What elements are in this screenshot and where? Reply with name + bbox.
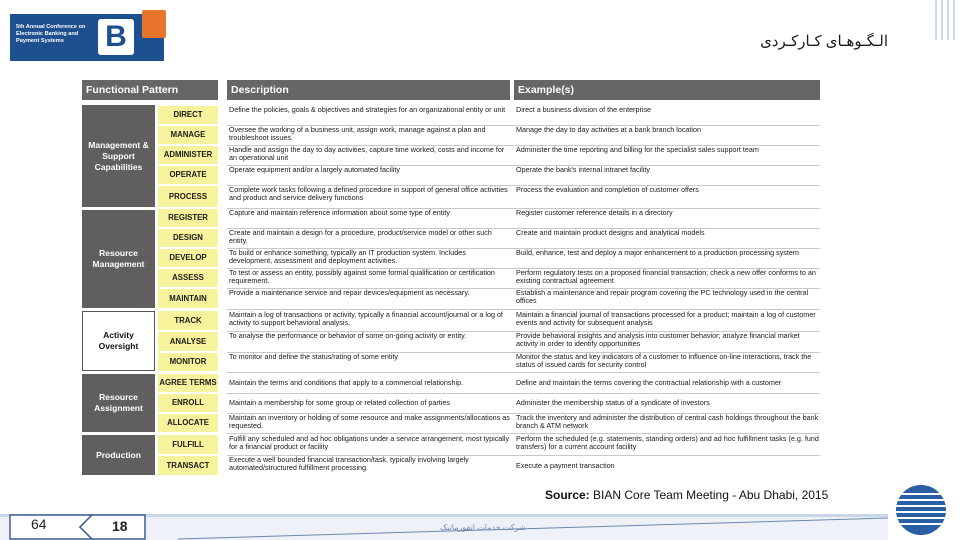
example-cell: Process the evaluation and completion of customer offers (514, 186, 820, 207)
description-cell: Fulfill any scheduled and ad hoc obligations under a service arrangement, most typically for a financial product or facility (227, 435, 510, 454)
pattern-transact: TRANSACT (158, 456, 218, 475)
pattern-design: DESIGN (158, 229, 218, 247)
description-cell: Handle and assign the day to day activities, capture time worked, costs and income for an operational unit (227, 146, 510, 164)
footer-company-text: شرکت خدمات انفورماتیک (440, 523, 526, 532)
company-globe-logo (896, 485, 946, 535)
category-resource-assignment: Resource Assignment (82, 374, 155, 432)
description-cell: Maintain a log of transactions or activity, typically a financial account/journal or a log of activity to support behavioral analysis. (227, 311, 510, 330)
description-cell: To analyse the performance or behavior of some on-going activity or entity. (227, 332, 510, 351)
example-cell: Operate the bank's internal intranet facility (514, 166, 820, 184)
example-cell: Perform the scheduled (e.g. statements, standing orders) and ad hoc fulfillment tasks (e.g. fund transfers) for a current account facility (514, 435, 820, 454)
header-functional-pattern: Functional Pattern (82, 80, 218, 100)
source-label: Source: (545, 488, 590, 502)
slide-number: 18 (112, 518, 128, 534)
pattern-agree-terms: AGREE TERMS (158, 374, 218, 392)
description-cell: Complete work tasks following a defined procedure in support of general office activities and product and service delivery functions (227, 186, 510, 207)
example-cell: Monitor the status and key indicators of a customer to influence on-line interactions, track the status of issued cards for security control (514, 353, 820, 371)
source-text: BIAN Core Team Meeting - Abu Dhabi, 2015 (593, 488, 829, 502)
pattern-develop: DEVELOP (158, 249, 218, 267)
example-cell: Administer the time reporting and billing for the specialist sales support team (514, 146, 820, 164)
example-cell: Manage the day to day activities at a bank branch location (514, 126, 820, 144)
description-cell: To build or enhance something, typically an IT production system. Includes development, assessment and deployment activities. (227, 249, 510, 267)
source-citation (545, 488, 828, 502)
pattern-maintain: MAINTAIN (158, 289, 218, 308)
example-cell: Administer the membership status of a syndicate of investors (514, 394, 820, 412)
header-examples: Example(s) (514, 80, 820, 100)
example-cell: Maintain a financial journal of transactions processed for a product; maintain a log of customer events and activity for subsequent analysis (514, 311, 820, 330)
pattern-operate: OPERATE (158, 166, 218, 184)
example-cell: Provide behavioral insights and analysis into customer behavior; analyze financial market activity in order to identify opportunities (514, 332, 820, 351)
pattern-track: TRACK (158, 311, 218, 330)
example-cell: Track the inventory and administer the distribution of central cash holdings throughout the bank branch & ATM network (516, 414, 819, 430)
pattern-allocate: ALLOCATE (158, 414, 218, 432)
pattern-register: REGISTER (158, 209, 218, 227)
corner-decoration (930, 0, 960, 40)
example-cell: Direct a business division of the enterprise (514, 106, 820, 124)
description-cell: To test or assess an entity, possibly against some formal qualification or certification requirement. (227, 269, 510, 287)
category-management-support: Management & Support Capabilities (82, 105, 155, 207)
description-cell: Maintain an inventory or holding of some resource and make assignments/allocations as requested. (229, 414, 510, 430)
description-cell: Define the policies, goals & objectives and strategies for an organizational entity or unit (227, 106, 510, 124)
pattern-manage: MANAGE (158, 126, 218, 144)
pattern-direct: DIRECT (158, 106, 218, 124)
conference-logo (10, 14, 164, 61)
example-cell: Perform regulatory tests on a proposed financial transaction; check a new offer conforms to an existing contractual agreement (514, 269, 820, 287)
description-cell: Capture and maintain reference information about some type of entity (227, 209, 510, 227)
description-cell: To monitor and define the status/rating of some entity (227, 353, 510, 371)
functional-patterns-table (82, 80, 820, 484)
example-cell: Create and maintain product designs and analytical models (514, 229, 820, 247)
example-cell: Register customer reference details in a directory (514, 209, 820, 227)
pattern-analyse: ANALYSE (158, 332, 218, 351)
description-cell: Maintain the terms and conditions that apply to a commercial relationship. (227, 374, 510, 392)
example-cell: Define and maintain the terms covering the contractual relationship with a customer (514, 374, 820, 392)
category-activity-oversight: Activity Oversight (82, 311, 155, 371)
category-production: Production (82, 435, 155, 475)
logo-accent-shape (142, 10, 166, 38)
page-title: الـگـوهـای کـارکـردی (760, 33, 888, 50)
example-cell: Build, enhance, test and deploy a major enhancement to a production processing system (514, 249, 820, 267)
description-cell: Oversee the working of a business unit, assign work, manage against a plan and troubleshoot issues. (227, 126, 510, 144)
description-cell: Execute a well bounded financial transaction/task, typically involving largely automated/structured fulfillment processing. (227, 456, 510, 475)
category-resource-management: Resource Management (82, 210, 155, 308)
pattern-monitor: MONITOR (158, 353, 218, 371)
example-cell: Execute a payment transaction (514, 456, 820, 475)
pattern-assess: ASSESS (158, 269, 218, 287)
description-cell: Create and maintain a design for a procedure, product/service model or other such entity. (227, 229, 510, 247)
header-description: Description (227, 80, 510, 100)
pattern-fulfill: FULFILL (158, 435, 218, 454)
description-cell: Operate equipment and/or a largely automated facility (227, 166, 510, 184)
logo-mark-icon: B (98, 19, 134, 55)
pattern-enroll: ENROLL (158, 394, 218, 412)
page-number: 64 (31, 516, 47, 532)
description-cell: Maintain a membership for some group or related collection of parties (227, 394, 510, 412)
logo-text: 5th Annual Conference on Electronic Banking and Payment Systems (16, 24, 86, 44)
pattern-process: PROCESS (158, 186, 218, 207)
pattern-administer: ADMINISTER (158, 146, 218, 164)
example-cell: Establish a maintenance and repair program covering the PC technology used in the central offices (514, 289, 820, 308)
description-cell: Provide a maintenance service and repair devices/equipment as necessary. (227, 289, 510, 308)
